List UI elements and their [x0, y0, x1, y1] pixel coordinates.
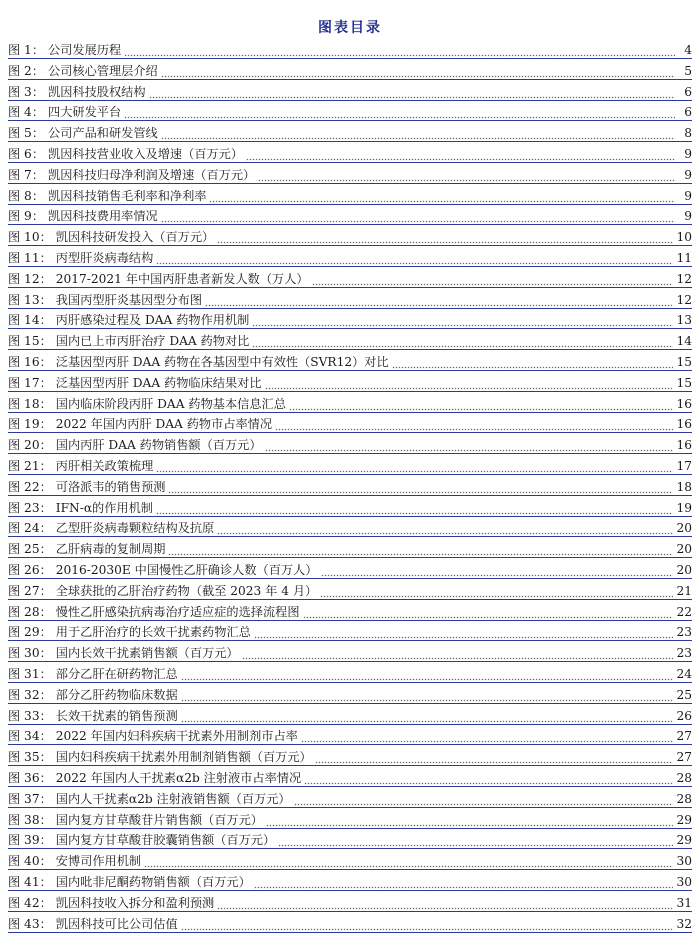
toc-entry[interactable]: [8, 184, 692, 204]
figure-list: [8, 38, 692, 932]
page-number: 29: [676, 812, 692, 827]
dot-leader: [161, 126, 675, 141]
dot-leader: [144, 854, 673, 869]
figure-title: 国内已上市丙肝治疗 DAA 药物对比: [55, 334, 250, 349]
dot-leader: [124, 105, 675, 120]
toc-entry[interactable]: [8, 745, 692, 765]
page-number: 26: [676, 708, 692, 723]
page-number: 13: [676, 313, 692, 328]
dot-leader: [124, 43, 675, 58]
page-number: 20: [676, 563, 692, 577]
page-number: 18: [676, 479, 692, 494]
page-number: 23: [676, 625, 692, 640]
figure-title: 凯因科技营业收入及增速（百万元）: [48, 147, 244, 161]
toc-entry[interactable]: [8, 496, 692, 516]
toc-entry[interactable]: [8, 225, 692, 245]
figure-title: 公司核心管理层介绍: [48, 63, 158, 78]
figure-title: 公司发展历程: [48, 43, 122, 57]
figure-title: 国内吡非尼酮药物销售额（百万元）: [55, 875, 251, 889]
figure-title: 2022 年国内人干扰素α2b 注射液市占率情况: [55, 771, 302, 785]
figure-title: 泛基因型丙肝 DAA 药物在各基因型中有效性（SVR12）对比: [55, 355, 389, 369]
dot-leader: [254, 875, 674, 890]
figure-number: 图 22：: [8, 479, 52, 494]
figure-title: 丙型肝炎病毒结构: [55, 251, 154, 265]
page-number: 16: [676, 396, 692, 411]
toc-entry[interactable]: [8, 267, 692, 287]
toc-entry[interactable]: [8, 288, 692, 308]
figure-title: 国内人干扰素α2b 注射液销售额（百万元）: [55, 791, 291, 806]
dot-leader: [168, 480, 673, 495]
toc-entry[interactable]: [8, 849, 692, 869]
figure-number: 图 2：: [8, 63, 45, 78]
figure-number: 图 19：: [8, 417, 52, 432]
toc-entry[interactable]: [8, 808, 692, 828]
page-number: 16: [676, 417, 692, 432]
figure-number: 图 11：: [8, 251, 52, 265]
page-number: 16: [676, 438, 692, 453]
row-underline: [8, 932, 692, 933]
figure-number: 图 29：: [8, 625, 52, 640]
page-number: 4: [684, 43, 692, 57]
figure-number: 图 25：: [8, 542, 52, 557]
figure-title: 可洛派韦的销售预测: [55, 479, 166, 494]
toc-entry[interactable]: [8, 600, 692, 620]
toc-entry[interactable]: [8, 308, 692, 328]
dot-leader: [246, 147, 675, 162]
figure-number: 图 27：: [8, 583, 52, 598]
figure-number: 图 17：: [8, 375, 52, 390]
figure-number: 图 4：: [8, 105, 45, 120]
figure-number: 图 10：: [8, 230, 52, 245]
figure-title: 我国丙型肝炎基因型分布图: [55, 292, 203, 307]
dot-leader: [156, 251, 673, 266]
toc-entry[interactable]: [8, 662, 692, 682]
toc-entry[interactable]: [8, 558, 692, 578]
figure-number: 图 24：: [8, 521, 52, 536]
page-number: 5: [684, 63, 692, 78]
figure-number: 图 34：: [8, 729, 52, 744]
figure-title: 公司产品和研发管线: [48, 126, 158, 141]
toc-entry[interactable]: [8, 891, 692, 911]
figure-title: 全球获批的乙肝治疗药物（截至 2023 年 4 月）: [55, 583, 318, 598]
figure-number: 图 40：: [8, 854, 52, 869]
dot-leader: [156, 459, 673, 474]
figure-title: 2017-2021 年中国丙肝患者新发人数（万人）: [55, 271, 309, 286]
dot-leader: [304, 771, 673, 786]
toc-entry[interactable]: [8, 80, 692, 100]
toc-entry[interactable]: [8, 142, 692, 162]
figure-number: 图 41：: [8, 875, 52, 889]
toc-entry[interactable]: [8, 828, 692, 848]
figure-number: 图 20：: [8, 438, 52, 453]
figure-title: 乙肝病毒的复制周期: [55, 542, 166, 557]
dot-leader: [156, 501, 673, 516]
figure-number: 图 7：: [8, 167, 45, 182]
page-number: 9: [684, 167, 692, 182]
figure-number: 图 35：: [8, 750, 52, 765]
dot-leader: [265, 438, 674, 453]
figure-number: 图 15：: [8, 334, 52, 349]
figure-number: 图 26：: [8, 563, 52, 577]
page-number: 32: [676, 916, 692, 931]
dot-leader: [217, 521, 673, 536]
toc-entry[interactable]: [8, 329, 692, 349]
toc-entry[interactable]: [8, 246, 692, 266]
page-number: 10: [676, 230, 692, 245]
dot-leader: [392, 355, 674, 370]
figure-number: 图 43：: [8, 916, 52, 931]
dot-leader: [294, 792, 674, 807]
figure-number: 图 33：: [8, 708, 52, 723]
toc-heading: 图表目录: [318, 20, 382, 36]
figure-title: 国内妇科疾病干扰素外用制剂销售额（百万元）: [55, 750, 312, 765]
figure-title: 慢性乙肝感染抗病毒治疗适应症的选择流程图: [55, 604, 300, 619]
dot-leader: [181, 688, 674, 703]
figure-title: 凯因科技归母净利润及增速（百万元）: [48, 167, 256, 182]
dot-leader: [181, 667, 674, 682]
figure-title: 2022 年国内妇科疾病干扰素外用制剂市占率: [55, 729, 298, 744]
page-number: 9: [684, 209, 692, 224]
toc-entry[interactable]: [8, 350, 692, 370]
toc-entry[interactable]: [8, 454, 692, 474]
toc-entry[interactable]: [8, 766, 692, 786]
page-number: 28: [676, 771, 692, 785]
dot-leader: [242, 646, 674, 661]
toc-entry[interactable]: [8, 516, 692, 536]
page-number: 25: [676, 687, 692, 702]
toc-entry[interactable]: [8, 412, 692, 432]
figure-number: 图 16：: [8, 355, 52, 369]
page-number: 14: [676, 334, 692, 349]
figure-title: 长效干扰素的销售预测: [55, 708, 178, 723]
figure-number: 图 6：: [8, 147, 45, 161]
dot-leader: [265, 376, 674, 391]
page-number: 27: [676, 750, 692, 765]
toc-entry[interactable]: [8, 870, 692, 890]
toc-entry[interactable]: [8, 475, 692, 495]
page-number: 6: [684, 105, 692, 120]
toc-entry[interactable]: [8, 121, 692, 141]
dot-leader: [168, 542, 673, 557]
toc-entry[interactable]: [8, 724, 692, 744]
toc-entry[interactable]: [8, 59, 692, 79]
toc-entry[interactable]: [8, 704, 692, 724]
figure-title: 国内长效干扰素销售额（百万元）: [55, 646, 239, 661]
page-number: 27: [676, 729, 692, 744]
figure-number: 图 30：: [8, 646, 52, 661]
toc-entry[interactable]: [8, 433, 692, 453]
page-number: 30: [676, 875, 692, 889]
figure-title: 用于乙肝治疗的长效干扰素药物汇总: [55, 625, 251, 640]
page-number: 20: [676, 521, 692, 536]
figure-number: 图 9：: [8, 209, 45, 224]
dot-leader: [252, 313, 673, 328]
figure-number: 图 1：: [8, 43, 45, 57]
dot-leader: [205, 293, 673, 308]
dot-leader: [301, 729, 674, 744]
figure-title: 泛基因型丙肝 DAA 药物临床结果对比: [55, 375, 262, 390]
figure-title: 丙肝感染过程及 DAA 药物作用机制: [55, 313, 250, 328]
toc-entry[interactable]: [8, 620, 692, 640]
figure-number: 图 32：: [8, 687, 52, 702]
figure-title: 国内丙肝 DAA 药物销售额（百万元）: [55, 438, 262, 453]
dot-leader: [266, 813, 674, 828]
page-number: 12: [676, 271, 692, 286]
page-number: 8: [684, 126, 692, 141]
figure-number: 图 14：: [8, 313, 52, 328]
dot-leader: [217, 230, 673, 245]
page-number: 9: [684, 188, 692, 203]
figure-title: IFN-α的作用机制: [55, 500, 153, 515]
toc-entry[interactable]: [8, 579, 692, 599]
toc-entry[interactable]: [8, 392, 692, 412]
figure-number: 图 28：: [8, 604, 52, 619]
toc-entry[interactable]: [8, 641, 692, 661]
figure-number: 图 37：: [8, 791, 52, 806]
dot-leader: [315, 750, 674, 765]
page-number: 9: [684, 147, 692, 161]
dot-leader: [149, 85, 675, 100]
page-number: 31: [676, 895, 692, 910]
dot-leader: [254, 625, 674, 640]
page-number: 20: [676, 542, 692, 557]
figure-title: 部分乙肝药物临床数据: [55, 687, 178, 702]
figure-title: 凯因科技研发投入（百万元）: [55, 230, 215, 245]
page-number: 6: [684, 84, 692, 99]
figure-number: 图 23：: [8, 500, 52, 515]
toc-entry[interactable]: [8, 204, 692, 224]
figure-title: 凯因科技收入拆分和盈利预测: [55, 895, 215, 910]
dot-leader: [289, 397, 674, 412]
page-number: 19: [676, 500, 692, 515]
dot-leader: [161, 209, 675, 224]
figure-title: 国内复方甘草酸苷片销售额（百万元）: [55, 812, 263, 827]
figure-number: 图 18：: [8, 396, 52, 411]
figure-title: 国内临床阶段丙肝 DAA 药物基本信息汇总: [55, 396, 286, 411]
figure-number: 图 21：: [8, 459, 52, 473]
figure-title: 凯因科技股权结构: [48, 84, 146, 99]
figure-title: 2022 年国内丙肝 DAA 药物市占率情况: [55, 417, 273, 432]
dot-leader: [181, 709, 674, 724]
toc-entry[interactable]: [8, 683, 692, 703]
toc-entry[interactable]: [8, 163, 692, 183]
figure-title: 安博司作用机制: [55, 854, 142, 869]
figure-number: 图 31：: [8, 667, 52, 681]
toc-entry[interactable]: [8, 787, 692, 807]
figure-title: 凯因科技可比公司估值: [55, 916, 178, 931]
figure-title: 国内复方甘草酸苷胶囊销售额（百万元）: [55, 833, 276, 848]
figure-title: 丙肝相关政策梳理: [55, 459, 154, 473]
figure-title: 四大研发平台: [48, 105, 122, 120]
figure-number: 图 12：: [8, 271, 52, 286]
page-number: 11: [676, 251, 692, 265]
dot-leader: [321, 563, 674, 578]
page-number: 21: [676, 583, 692, 598]
page-number: 17: [676, 459, 692, 473]
dot-leader: [275, 417, 673, 432]
figure-number: 图 8：: [8, 188, 45, 203]
dot-leader: [209, 189, 675, 204]
page-number: 28: [676, 791, 692, 806]
figure-number: 图 36：: [8, 771, 52, 785]
dot-leader: [181, 917, 674, 932]
figure-number: 图 38：: [8, 812, 52, 827]
dot-leader: [312, 272, 674, 287]
figure-number: 图 13：: [8, 292, 52, 307]
page-number: 30: [676, 854, 692, 869]
dot-leader: [252, 334, 673, 349]
dot-leader: [217, 896, 673, 911]
figure-title: 凯因科技销售毛利率和净利率: [48, 188, 207, 203]
dot-leader: [161, 64, 675, 79]
dot-leader: [278, 833, 673, 848]
page-number: 24: [676, 667, 692, 681]
figure-title: 部分乙肝在研药物汇总: [55, 667, 178, 681]
dot-leader: [320, 584, 673, 599]
toc-entry[interactable]: [8, 100, 692, 120]
figure-number: 图 42：: [8, 895, 52, 910]
figure-number: 图 39：: [8, 833, 52, 848]
figure-title: 2016-2030E 中国慢性乙肝确诊人数（百万人）: [55, 563, 318, 577]
page-number: 22: [676, 604, 692, 619]
page-number: 12: [676, 292, 692, 307]
toc-entry[interactable]: [8, 38, 692, 58]
page-number: 15: [676, 355, 692, 369]
dot-leader: [258, 168, 675, 183]
toc-entry[interactable]: [8, 912, 692, 932]
toc-entry[interactable]: [8, 371, 692, 391]
page-number: 15: [676, 375, 692, 390]
toc-entry[interactable]: [8, 537, 692, 557]
page-number: 29: [676, 833, 692, 848]
figure-title: 乙型肝炎病毒颗粒结构及抗原: [55, 521, 215, 536]
figure-number: 图 3：: [8, 84, 45, 99]
figure-number: 图 5：: [8, 126, 45, 141]
figure-title: 凯因科技费用率情况: [48, 209, 158, 224]
page-number: 23: [676, 646, 692, 661]
dot-leader: [303, 605, 674, 620]
